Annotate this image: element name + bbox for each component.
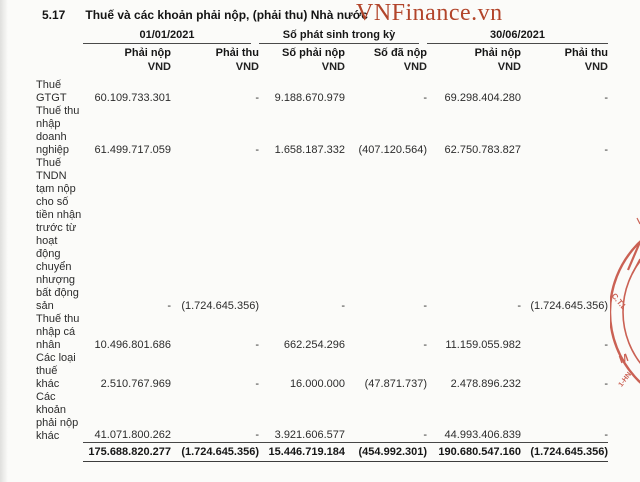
page-title: Thuế và các khoản phải nộp, (phải thu) Nhà nước	[85, 8, 368, 22]
unit-label: VND	[235, 61, 259, 73]
table-row-vat	[36, 79, 608, 105]
amount-value: -	[345, 429, 427, 443]
column-group-label: Số phát sinh trong kỳ	[259, 29, 419, 44]
unit-label: VND	[497, 61, 522, 73]
amount-cell: -	[341, 300, 345, 312]
unit-label: VND	[403, 61, 428, 73]
amount-cell: 662.254.296	[283, 339, 345, 351]
column-header: Số phải nộp	[282, 47, 345, 59]
total-value: 15.446.719.184	[259, 445, 345, 462]
row-label: Các loại thuế khác	[36, 352, 76, 390]
amount-cell: (1.724.645.356)	[530, 300, 609, 312]
amount-cell: 16.000.000	[289, 378, 345, 390]
row-label: Thuế GTGT	[36, 79, 67, 104]
amount-cell: -	[255, 144, 259, 156]
row-label: Thuế thu nhập cá nhân	[36, 313, 80, 351]
document-header	[42, 6, 368, 24]
stamp-text-fragment: M	[617, 351, 631, 367]
stamp-text-fragment: 1-HN	[617, 371, 634, 389]
column-group-label: 01/01/2021	[83, 29, 251, 44]
column-header: Phải nộp	[474, 47, 522, 59]
amount-cell	[345, 391, 427, 443]
amount-cell: 11.159.055.982	[445, 339, 522, 351]
row-label	[36, 443, 83, 462]
amount-cell: 60.109.733.301	[94, 92, 171, 104]
corner-cell	[36, 44, 83, 60]
amount-cell: -	[423, 92, 428, 104]
table-row-cit	[36, 105, 608, 157]
amount-cell: 61.499.717.059	[94, 144, 171, 156]
row-label: Các khoản phải nộp khác	[36, 391, 79, 442]
amount-cell: (47.871.737)	[364, 378, 428, 390]
amount-cell: (1.724.645.356)	[181, 300, 259, 312]
total-cell	[83, 443, 171, 462]
amount-cell	[171, 391, 259, 443]
column-group-period	[259, 26, 427, 44]
table-row-cit-provisional	[36, 157, 608, 313]
total-cell	[171, 443, 259, 462]
scan-edge-shadow	[0, 0, 8, 482]
amount-cell: 10.496.801.686	[94, 339, 171, 351]
column-header: Phải nộp	[124, 47, 171, 59]
amount-value: 44.993.406.839	[427, 429, 521, 443]
amount-value: 41.071.800.262	[83, 429, 171, 443]
stamp-text-fragment: C.T.L	[610, 291, 629, 312]
amount-cell: 2.510.767.969	[100, 378, 171, 390]
column-group-closing	[427, 26, 608, 44]
total-cell	[521, 443, 608, 462]
column-group-label: 30/06/2021	[427, 29, 608, 44]
table-row-total	[36, 443, 608, 462]
tax-payables-table	[36, 26, 608, 462]
amount-cell	[427, 391, 521, 443]
total-cell	[345, 443, 427, 462]
vnfinance-watermark: VNFinance.vn	[356, 0, 503, 26]
total-value: (1.724.645.356)	[171, 445, 259, 462]
amount-cell: -	[604, 339, 609, 351]
unit-label: VND	[147, 61, 171, 73]
amount-cell: (407.120.564)	[358, 144, 428, 156]
corner-cell	[36, 60, 83, 79]
amount-cell: -	[423, 300, 428, 312]
amount-cell: 69.298.404.280	[444, 92, 522, 104]
column-group-opening	[83, 26, 259, 44]
amount-cell: -	[167, 300, 171, 312]
table-row-other-taxes	[36, 352, 608, 391]
amount-cell: -	[255, 92, 259, 104]
amount-value: -	[171, 429, 259, 443]
column-header: Phải thu	[564, 47, 609, 59]
amount-cell: -	[604, 378, 609, 390]
amount-cell: 1.658.187.332	[274, 144, 345, 156]
amount-cell: 62.750.783.827	[444, 144, 522, 156]
amount-cell: -	[604, 144, 609, 156]
corner-cell	[36, 26, 83, 44]
amount-value: 3.921.606.577	[259, 429, 345, 443]
amount-cell: -	[255, 378, 259, 390]
company-stamp-icon	[610, 212, 640, 407]
amount-cell	[259, 391, 345, 443]
amount-value: -	[521, 429, 608, 443]
amount-cell: 2.478.896.232	[450, 378, 522, 390]
unit-label: VND	[321, 61, 345, 73]
amount-cell: -	[517, 300, 522, 312]
total-value: (454.992.301)	[345, 445, 427, 462]
total-cell	[259, 443, 345, 462]
table-row-other-payables	[36, 391, 608, 443]
column-header: Số đã nộp	[373, 47, 428, 59]
column-group-row	[36, 26, 608, 44]
unit-row	[36, 60, 608, 79]
amount-cell: -	[604, 92, 609, 104]
column-header-row	[36, 44, 608, 60]
total-cell	[427, 443, 521, 462]
section-number: 5.17	[42, 8, 66, 22]
amount-cell: 9.188.670.979	[274, 92, 345, 104]
row-label: Thuế thu nhập doanh nghiệp	[36, 105, 80, 156]
column-header: Phải thu	[215, 47, 259, 59]
amount-cell: -	[423, 339, 428, 351]
unit-label: VND	[584, 61, 609, 73]
total-value: 190.680.547.160	[427, 445, 521, 462]
row-label: Thuế TNDN tạm nộp cho số tiền nhận trước từ hoạt động chuyển nhượng bất động sản	[36, 157, 82, 312]
amount-cell	[83, 391, 171, 443]
total-value: (1.724.645.356)	[521, 445, 608, 462]
amount-cell	[521, 391, 608, 443]
total-value: 175.688.820.277	[83, 445, 171, 462]
table-row-pit	[36, 313, 608, 352]
amount-cell: -	[255, 339, 259, 351]
